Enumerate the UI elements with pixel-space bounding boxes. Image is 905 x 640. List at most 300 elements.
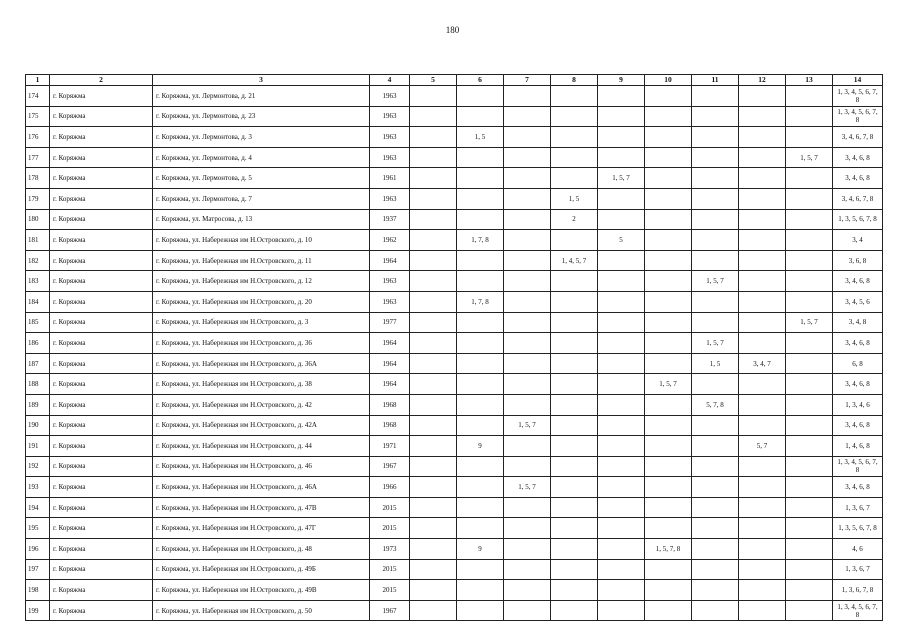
table-cell-col-5 bbox=[410, 291, 457, 312]
table-cell-col-14: 1, 3, 6, 7 bbox=[833, 497, 883, 518]
table-cell-col-1: 174 bbox=[26, 86, 50, 107]
table-cell-col-5 bbox=[410, 271, 457, 292]
table-cell-col-9 bbox=[598, 127, 645, 148]
table-cell-col-8 bbox=[551, 291, 598, 312]
table-cell-col-7 bbox=[504, 580, 551, 601]
table-cell-col-9 bbox=[598, 456, 645, 477]
table-cell-col-5 bbox=[410, 456, 457, 477]
table-cell-col-10 bbox=[645, 147, 692, 168]
table-cell-col-12 bbox=[739, 230, 786, 251]
table-cell-col-10 bbox=[645, 127, 692, 148]
table-cell-col-3: г. Коряжма, ул. Лермонтова, д. 23 bbox=[153, 106, 370, 127]
table-cell-col-12 bbox=[739, 600, 786, 621]
table-cell-col-11 bbox=[692, 168, 739, 189]
table-cell-col-2: г. Коряжма bbox=[50, 436, 153, 457]
table-cell-col-8 bbox=[551, 312, 598, 333]
table-cell-col-14: 3, 4, 6, 8 bbox=[833, 415, 883, 436]
table-cell-col-10 bbox=[645, 497, 692, 518]
table-cell-col-9 bbox=[598, 291, 645, 312]
table-cell-col-8 bbox=[551, 580, 598, 601]
table-cell-col-8 bbox=[551, 456, 598, 477]
table-cell-col-10 bbox=[645, 86, 692, 107]
table-cell-col-6 bbox=[457, 580, 504, 601]
table-cell-col-14: 1, 3, 4, 6 bbox=[833, 394, 883, 415]
table-cell-col-13 bbox=[786, 230, 833, 251]
table-cell-col-4: 1962 bbox=[370, 230, 410, 251]
table-cell-col-3: г. Коряжма, ул. Матросова, д. 13 bbox=[153, 209, 370, 230]
table-cell-col-9 bbox=[598, 333, 645, 354]
table-cell-col-3: г. Коряжма, ул. Набережная им Н.Островского, д. 47В bbox=[153, 497, 370, 518]
table-cell-col-9 bbox=[598, 436, 645, 457]
table-cell-col-10 bbox=[645, 271, 692, 292]
table-cell-col-7 bbox=[504, 436, 551, 457]
table-cell-col-13 bbox=[786, 456, 833, 477]
table-cell-col-10 bbox=[645, 559, 692, 580]
table-cell-col-12 bbox=[739, 394, 786, 415]
table-cell-col-12 bbox=[739, 559, 786, 580]
table-cell-col-3: г. Коряжма, ул. Набережная им Н.Островского, д. 49Б bbox=[153, 559, 370, 580]
table-cell-col-6 bbox=[457, 394, 504, 415]
table-cell-col-5 bbox=[410, 86, 457, 107]
table-cell-col-8 bbox=[551, 230, 598, 251]
table-cell-col-6 bbox=[457, 353, 504, 374]
table-cell-col-14: 3, 4, 6, 8 bbox=[833, 333, 883, 354]
table-cell-col-1: 178 bbox=[26, 168, 50, 189]
table-cell-col-7 bbox=[504, 86, 551, 107]
table-cell-col-13 bbox=[786, 477, 833, 498]
table-cell-col-12 bbox=[739, 106, 786, 127]
table-cell-col-4: 1963 bbox=[370, 147, 410, 168]
table-cell-col-8 bbox=[551, 539, 598, 560]
table-cell-col-12 bbox=[739, 539, 786, 560]
table-cell-col-2: г. Коряжма bbox=[50, 291, 153, 312]
table-cell-col-3: г. Коряжма, ул. Набережная им Н.Островского, д. 20 bbox=[153, 291, 370, 312]
table-cell-col-14: 3, 6, 8 bbox=[833, 250, 883, 271]
table-cell-col-2: г. Коряжма bbox=[50, 147, 153, 168]
table-cell-col-1: 194 bbox=[26, 497, 50, 518]
table-cell-col-11 bbox=[692, 106, 739, 127]
table-cell-col-6 bbox=[457, 600, 504, 621]
table-cell-col-7 bbox=[504, 394, 551, 415]
table-cell-col-10 bbox=[645, 106, 692, 127]
table-cell-col-9 bbox=[598, 86, 645, 107]
table-cell-col-13 bbox=[786, 539, 833, 560]
table-cell-col-14: 1, 3, 6, 7, 8 bbox=[833, 580, 883, 601]
table-cell-col-3: г. Коряжма, ул. Набережная им Н.Островского, д. 44 bbox=[153, 436, 370, 457]
table-cell-col-4: 1968 bbox=[370, 415, 410, 436]
table-cell-col-6 bbox=[457, 106, 504, 127]
table-row bbox=[26, 415, 883, 436]
table-cell-col-11: 5, 7, 8 bbox=[692, 394, 739, 415]
table-cell-col-7 bbox=[504, 312, 551, 333]
table-cell-col-13 bbox=[786, 168, 833, 189]
column-header-14: 14 bbox=[833, 75, 883, 86]
table-cell-col-9 bbox=[598, 415, 645, 436]
table-cell-col-11 bbox=[692, 147, 739, 168]
table-cell-col-7 bbox=[504, 353, 551, 374]
table-cell-col-4: 1964 bbox=[370, 374, 410, 395]
table-cell-col-10 bbox=[645, 580, 692, 601]
table-cell-col-7 bbox=[504, 291, 551, 312]
table-cell-col-4: 1963 bbox=[370, 291, 410, 312]
table-cell-col-9 bbox=[598, 353, 645, 374]
table-row bbox=[26, 86, 883, 107]
table-cell-col-8 bbox=[551, 168, 598, 189]
table-cell-col-1: 199 bbox=[26, 600, 50, 621]
table-cell-col-7 bbox=[504, 230, 551, 251]
table-cell-col-4: 1963 bbox=[370, 188, 410, 209]
table-cell-col-5 bbox=[410, 209, 457, 230]
table-cell-col-12 bbox=[739, 250, 786, 271]
table-cell-col-3: г. Коряжма, ул. Набережная им Н.Островского, д. 11 bbox=[153, 250, 370, 271]
table-cell-col-5 bbox=[410, 374, 457, 395]
table-cell-col-5 bbox=[410, 188, 457, 209]
table-cell-col-10: 1, 5, 7, 8 bbox=[645, 539, 692, 560]
table-cell-col-10 bbox=[645, 291, 692, 312]
table-cell-col-5 bbox=[410, 539, 457, 560]
table-cell-col-11: 1, 5, 7 bbox=[692, 271, 739, 292]
table-cell-col-2: г. Коряжма bbox=[50, 394, 153, 415]
table-cell-col-4: 1963 bbox=[370, 271, 410, 292]
table-cell-col-8 bbox=[551, 477, 598, 498]
table-cell-col-1: 183 bbox=[26, 271, 50, 292]
table-cell-col-12 bbox=[739, 188, 786, 209]
table-cell-col-8: 1, 4, 5, 7 bbox=[551, 250, 598, 271]
table-cell-col-5 bbox=[410, 436, 457, 457]
table-cell-col-4: 1967 bbox=[370, 600, 410, 621]
table-cell-col-3: г. Коряжма, ул. Набережная им Н.Островского, д. 3 bbox=[153, 312, 370, 333]
table-row bbox=[26, 580, 883, 601]
table-cell-col-10 bbox=[645, 188, 692, 209]
table-cell-col-14: 3, 4, 6, 7, 8 bbox=[833, 188, 883, 209]
table-cell-col-7 bbox=[504, 168, 551, 189]
table-cell-col-6: 9 bbox=[457, 436, 504, 457]
table-cell-col-3: г. Коряжма, ул. Набережная им Н.Островского, д. 49В bbox=[153, 580, 370, 601]
table-cell-col-14: 3, 4, 6, 7, 8 bbox=[833, 127, 883, 148]
table-cell-col-12 bbox=[739, 456, 786, 477]
table-cell-col-2: г. Коряжма bbox=[50, 477, 153, 498]
table-row bbox=[26, 127, 883, 148]
table-cell-col-1: 177 bbox=[26, 147, 50, 168]
table-cell-col-5 bbox=[410, 106, 457, 127]
table-cell-col-11 bbox=[692, 127, 739, 148]
table-cell-col-11 bbox=[692, 312, 739, 333]
table-cell-col-7 bbox=[504, 209, 551, 230]
table-cell-col-1: 189 bbox=[26, 394, 50, 415]
table-cell-col-13 bbox=[786, 127, 833, 148]
table-cell-col-5 bbox=[410, 168, 457, 189]
table-cell-col-2: г. Коряжма bbox=[50, 209, 153, 230]
table-cell-col-8 bbox=[551, 333, 598, 354]
table-cell-col-5 bbox=[410, 394, 457, 415]
table-cell-col-12 bbox=[739, 415, 786, 436]
column-header-2: 2 bbox=[50, 75, 153, 86]
table-cell-col-3: г. Коряжма, ул. Лермонтова, д. 7 bbox=[153, 188, 370, 209]
table-cell-col-8 bbox=[551, 415, 598, 436]
table-cell-col-1: 182 bbox=[26, 250, 50, 271]
table-cell-col-6 bbox=[457, 312, 504, 333]
table-cell-col-7 bbox=[504, 106, 551, 127]
table-cell-col-5 bbox=[410, 230, 457, 251]
table-cell-col-14: 3, 4, 6, 8 bbox=[833, 374, 883, 395]
table-cell-col-13 bbox=[786, 394, 833, 415]
table-cell-col-2: г. Коряжма bbox=[50, 333, 153, 354]
table-cell-col-13 bbox=[786, 209, 833, 230]
table-cell-col-9: 1, 5, 7 bbox=[598, 168, 645, 189]
table-cell-col-1: 197 bbox=[26, 559, 50, 580]
table-cell-col-8 bbox=[551, 353, 598, 374]
table-cell-col-4: 1937 bbox=[370, 209, 410, 230]
table-cell-col-14: 1, 3, 4, 5, 6, 7, 8 bbox=[833, 456, 883, 477]
table-row bbox=[26, 333, 883, 354]
table-cell-col-6 bbox=[457, 477, 504, 498]
table-cell-col-2: г. Коряжма bbox=[50, 250, 153, 271]
table-cell-col-11 bbox=[692, 250, 739, 271]
table-cell-col-8 bbox=[551, 86, 598, 107]
table-cell-col-10 bbox=[645, 518, 692, 539]
table-cell-col-4: 1964 bbox=[370, 353, 410, 374]
table-cell-col-7: 1, 5, 7 bbox=[504, 415, 551, 436]
table-cell-col-14: 1, 3, 4, 5, 6, 7, 8 bbox=[833, 600, 883, 621]
table-cell-col-13 bbox=[786, 353, 833, 374]
table-cell-col-14: 4, 6 bbox=[833, 539, 883, 560]
table-cell-col-6 bbox=[457, 559, 504, 580]
table-cell-col-10 bbox=[645, 415, 692, 436]
table-cell-col-3: г. Коряжма, ул. Набережная им Н.Островского, д. 48 bbox=[153, 539, 370, 560]
table-cell-col-2: г. Коряжма bbox=[50, 580, 153, 601]
table-cell-col-6 bbox=[457, 497, 504, 518]
column-header-3: 3 bbox=[153, 75, 370, 86]
table-cell-col-2: г. Коряжма bbox=[50, 86, 153, 107]
table-cell-col-8 bbox=[551, 374, 598, 395]
table-cell-col-13 bbox=[786, 559, 833, 580]
table-cell-col-1: 179 bbox=[26, 188, 50, 209]
table-cell-col-4: 1964 bbox=[370, 333, 410, 354]
table-cell-col-11 bbox=[692, 580, 739, 601]
table-cell-col-5 bbox=[410, 497, 457, 518]
table-row bbox=[26, 230, 883, 251]
table-cell-col-5 bbox=[410, 250, 457, 271]
table-cell-col-3: г. Коряжма, ул. Лермонтова, д. 5 bbox=[153, 168, 370, 189]
column-header-4: 4 bbox=[370, 75, 410, 86]
table-cell-col-9 bbox=[598, 188, 645, 209]
table-row bbox=[26, 497, 883, 518]
table-cell-col-4: 2015 bbox=[370, 497, 410, 518]
table-cell-col-4: 1977 bbox=[370, 312, 410, 333]
table-cell-col-3: г. Коряжма, ул. Лермонтова, д. 3 bbox=[153, 127, 370, 148]
table-cell-col-13 bbox=[786, 600, 833, 621]
table-cell-col-1: 176 bbox=[26, 127, 50, 148]
table-cell-col-1: 175 bbox=[26, 106, 50, 127]
table-cell-col-14: 3, 4 bbox=[833, 230, 883, 251]
table-cell-col-13: 1, 5, 7 bbox=[786, 147, 833, 168]
table-cell-col-3: г. Коряжма, ул. Набережная им Н.Островского, д. 50 bbox=[153, 600, 370, 621]
table-cell-col-6 bbox=[457, 415, 504, 436]
table-cell-col-1: 195 bbox=[26, 518, 50, 539]
table-cell-col-11 bbox=[692, 188, 739, 209]
table-cell-col-5 bbox=[410, 353, 457, 374]
table-cell-col-7 bbox=[504, 559, 551, 580]
table-cell-col-7 bbox=[504, 147, 551, 168]
table-cell-col-1: 192 bbox=[26, 456, 50, 477]
table-cell-col-8 bbox=[551, 497, 598, 518]
table-cell-col-7 bbox=[504, 497, 551, 518]
table-cell-col-3: г. Коряжма, ул. Набережная им Н.Островского, д. 36А bbox=[153, 353, 370, 374]
table-cell-col-6 bbox=[457, 168, 504, 189]
table-cell-col-3: г. Коряжма, ул. Набережная им Н.Островского, д. 46А bbox=[153, 477, 370, 498]
table-cell-col-1: 181 bbox=[26, 230, 50, 251]
table-cell-col-3: г. Коряжма, ул. Набережная им Н.Островского, д. 38 bbox=[153, 374, 370, 395]
table-cell-col-7 bbox=[504, 600, 551, 621]
table-row bbox=[26, 394, 883, 415]
table-cell-col-3: г. Коряжма, ул. Лермонтова, д. 4 bbox=[153, 147, 370, 168]
table-cell-col-2: г. Коряжма bbox=[50, 353, 153, 374]
table-cell-col-12 bbox=[739, 477, 786, 498]
column-header-7: 7 bbox=[504, 75, 551, 86]
table-cell-col-11 bbox=[692, 86, 739, 107]
table-cell-col-14: 3, 4, 6, 8 bbox=[833, 168, 883, 189]
table-cell-col-10 bbox=[645, 456, 692, 477]
table-cell-col-3: г. Коряжма, ул. Набережная им Н.Островского, д. 10 bbox=[153, 230, 370, 251]
table-cell-col-6: 1, 5 bbox=[457, 127, 504, 148]
table-cell-col-14: 3, 4, 8 bbox=[833, 312, 883, 333]
table-cell-col-9 bbox=[598, 106, 645, 127]
column-header-10: 10 bbox=[645, 75, 692, 86]
table-cell-col-5 bbox=[410, 312, 457, 333]
table-cell-col-12 bbox=[739, 312, 786, 333]
table-cell-col-3: г. Коряжма, ул. Набережная им Н.Островского, д. 47Г bbox=[153, 518, 370, 539]
table-cell-col-9 bbox=[598, 312, 645, 333]
table-cell-col-4: 2015 bbox=[370, 518, 410, 539]
table-cell-col-14: 1, 3, 5, 6, 7, 8 bbox=[833, 518, 883, 539]
table-cell-col-11 bbox=[692, 539, 739, 560]
table-cell-col-10 bbox=[645, 600, 692, 621]
table-row bbox=[26, 559, 883, 580]
table-cell-col-4: 1971 bbox=[370, 436, 410, 457]
table-cell-col-6: 9 bbox=[457, 539, 504, 560]
table-cell-col-7 bbox=[504, 188, 551, 209]
table-cell-col-2: г. Коряжма bbox=[50, 559, 153, 580]
table-cell-col-8 bbox=[551, 147, 598, 168]
table-cell-col-8 bbox=[551, 106, 598, 127]
table-cell-col-4: 1961 bbox=[370, 168, 410, 189]
table-cell-col-8 bbox=[551, 127, 598, 148]
table-cell-col-4: 1964 bbox=[370, 250, 410, 271]
table-cell-col-9 bbox=[598, 374, 645, 395]
table-cell-col-8 bbox=[551, 518, 598, 539]
table-row bbox=[26, 312, 883, 333]
table-cell-col-10 bbox=[645, 168, 692, 189]
table-cell-col-1: 187 bbox=[26, 353, 50, 374]
table-cell-col-1: 188 bbox=[26, 374, 50, 395]
column-header-8: 8 bbox=[551, 75, 598, 86]
table-cell-col-10 bbox=[645, 230, 692, 251]
table-cell-col-12 bbox=[739, 374, 786, 395]
table-cell-col-12 bbox=[739, 271, 786, 292]
table-cell-col-9 bbox=[598, 497, 645, 518]
table-cell-col-7 bbox=[504, 271, 551, 292]
table-cell-col-4: 1963 bbox=[370, 86, 410, 107]
column-header-5: 5 bbox=[410, 75, 457, 86]
table-cell-col-6: 1, 7, 8 bbox=[457, 291, 504, 312]
table-cell-col-2: г. Коряжма bbox=[50, 497, 153, 518]
table-cell-col-5 bbox=[410, 559, 457, 580]
table-cell-col-8: 1, 5 bbox=[551, 188, 598, 209]
table-cell-col-5 bbox=[410, 147, 457, 168]
table-cell-col-12 bbox=[739, 333, 786, 354]
table-cell-col-6 bbox=[457, 333, 504, 354]
table-cell-col-10 bbox=[645, 312, 692, 333]
table-cell-col-13 bbox=[786, 497, 833, 518]
table-cell-col-10 bbox=[645, 209, 692, 230]
table-cell-col-13: 1, 5, 7 bbox=[786, 312, 833, 333]
page-number: 180 bbox=[445, 25, 460, 35]
table-row bbox=[26, 374, 883, 395]
table-cell-col-13 bbox=[786, 106, 833, 127]
table-cell-col-2: г. Коряжма bbox=[50, 188, 153, 209]
table-row bbox=[26, 436, 883, 457]
table-cell-col-14: 3, 4, 6, 8 bbox=[833, 147, 883, 168]
table-cell-col-14: 3, 4, 6, 8 bbox=[833, 271, 883, 292]
table-cell-col-12: 3, 4, 7 bbox=[739, 353, 786, 374]
column-header-6: 6 bbox=[457, 75, 504, 86]
table-cell-col-6 bbox=[457, 147, 504, 168]
table-cell-col-1: 191 bbox=[26, 436, 50, 457]
table-cell-col-12 bbox=[739, 497, 786, 518]
table-cell-col-10 bbox=[645, 250, 692, 271]
table-cell-col-13 bbox=[786, 580, 833, 601]
table-cell-col-11 bbox=[692, 374, 739, 395]
table-cell-col-11: 1, 5 bbox=[692, 353, 739, 374]
table-cell-col-2: г. Коряжма bbox=[50, 518, 153, 539]
table-header-row bbox=[26, 75, 883, 86]
table-row bbox=[26, 353, 883, 374]
table-cell-col-12: 5, 7 bbox=[739, 436, 786, 457]
table-cell-col-6 bbox=[457, 271, 504, 292]
table-cell-col-2: г. Коряжма bbox=[50, 415, 153, 436]
table-cell-col-5 bbox=[410, 580, 457, 601]
table-cell-col-4: 1966 bbox=[370, 477, 410, 498]
table-cell-col-3: г. Коряжма, ул. Набережная им Н.Островского, д. 42 bbox=[153, 394, 370, 415]
table-cell-col-6 bbox=[457, 374, 504, 395]
table-cell-col-3: г. Коряжма, ул. Набережная им Н.Островского, д. 46 bbox=[153, 456, 370, 477]
table-cell-col-2: г. Коряжма bbox=[50, 456, 153, 477]
column-header-13: 13 bbox=[786, 75, 833, 86]
table-cell-col-7: 1, 5, 7 bbox=[504, 477, 551, 498]
table-cell-col-13 bbox=[786, 250, 833, 271]
table-cell-col-9 bbox=[598, 477, 645, 498]
table-row bbox=[26, 147, 883, 168]
table-cell-col-12 bbox=[739, 209, 786, 230]
table-cell-col-1: 186 bbox=[26, 333, 50, 354]
table-cell-col-9 bbox=[598, 147, 645, 168]
table-cell-col-5 bbox=[410, 477, 457, 498]
table-cell-col-7 bbox=[504, 518, 551, 539]
table-cell-col-9 bbox=[598, 394, 645, 415]
table-cell-col-8 bbox=[551, 436, 598, 457]
table-row bbox=[26, 456, 883, 477]
table-cell-col-11 bbox=[692, 291, 739, 312]
table-cell-col-13 bbox=[786, 518, 833, 539]
table-cell-col-4: 1968 bbox=[370, 394, 410, 415]
table-cell-col-5 bbox=[410, 600, 457, 621]
table-cell-col-7 bbox=[504, 374, 551, 395]
table-cell-col-13 bbox=[786, 86, 833, 107]
table-row bbox=[26, 477, 883, 498]
table-cell-col-8 bbox=[551, 271, 598, 292]
table-cell-col-2: г. Коряжма bbox=[50, 539, 153, 560]
table-cell-col-9: 5 bbox=[598, 230, 645, 251]
